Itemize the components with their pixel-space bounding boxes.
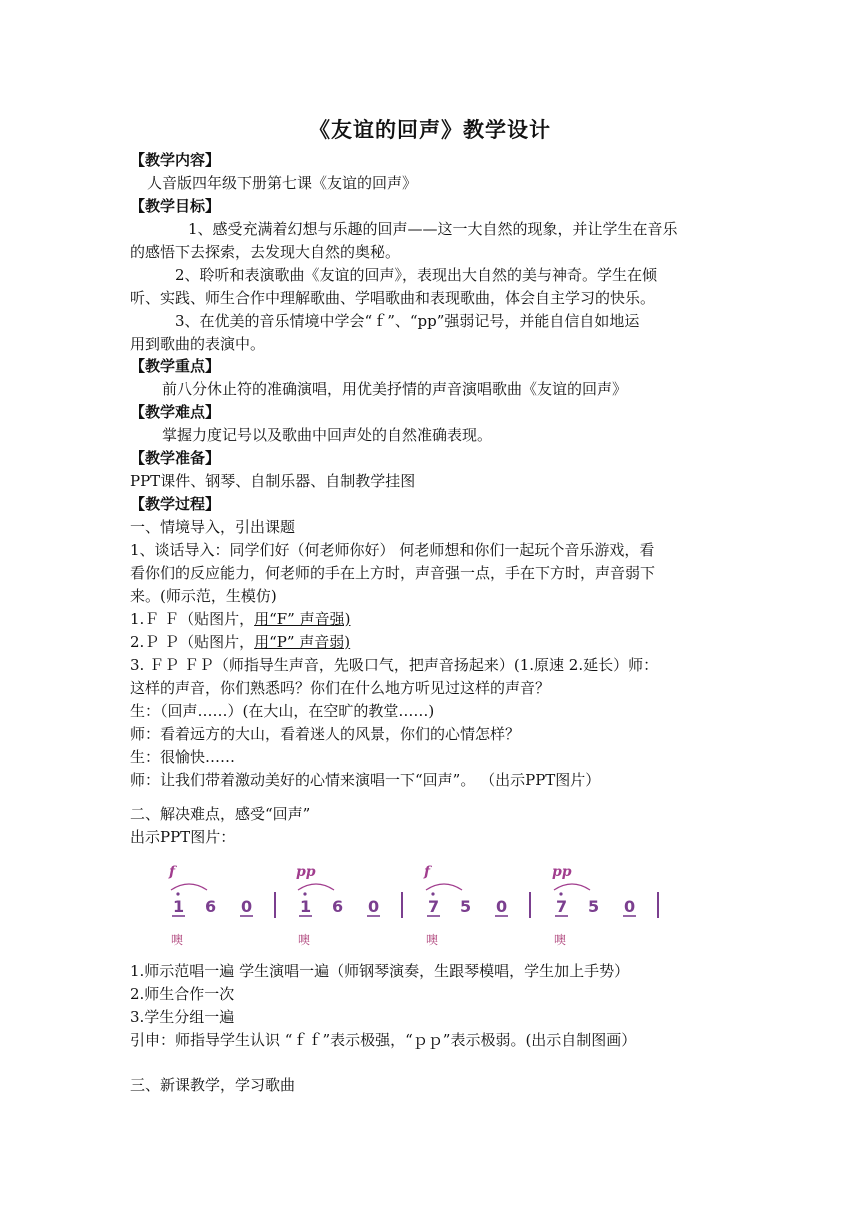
phrase-arc: [426, 884, 462, 890]
section-1-title: 一、情境导入，引出课题: [130, 518, 296, 536]
goal-3-line-2: 用到歌曲的表演中。: [130, 335, 266, 353]
key-points-text: 前八分休止符的准确演唱，用优美抒情的声音演唱歌曲《友谊的回声》: [162, 380, 628, 398]
section-3-title: 三、新课教学，学习歌曲: [130, 1076, 296, 1094]
heading-key-points: 【教学重点】: [130, 357, 221, 375]
section-2-line-3: 3.学生分组一遍: [130, 1008, 235, 1026]
section-1-line-3: 来。(师示范，生模仿): [130, 587, 277, 605]
section-1-line-7: 这样的声音，你们熟悉吗？你们在什么地方听见过这样的声音？: [130, 679, 551, 697]
lyric-text: 噢: [554, 933, 567, 947]
heading-teaching-goals: 【教学目标】: [130, 197, 221, 215]
score-note: 7: [556, 897, 568, 916]
phrase-arc: [298, 884, 334, 890]
preparation-text: PPT课件、钢琴、自制乐器、自制教学挂图: [130, 472, 416, 490]
section-1-line-11: 师：让我们带着激动美好的心情来演唱一下“回声”。 （出示PPT图片）: [130, 771, 601, 789]
section-1-line-10: 生：很愉快……: [130, 748, 236, 766]
dynamic-mark: pp: [296, 864, 316, 880]
goal-1-line-1: 1、感受充满着幻想与乐趣的回声——这一大自然的现象，并让学生在音乐: [188, 220, 678, 238]
teaching-content-text: 人音版四年级下册第七课《友谊的回声》: [147, 174, 418, 192]
pp-prefix: 2.Ｐ Ｐ（贴图片，: [130, 633, 255, 651]
section-2-title: 二、解决难点，感受“回声”: [130, 805, 311, 823]
section-1-line-9: 师：看着远方的大山，看着迷人的风景，你们的心情怎样？: [130, 725, 521, 743]
section-2-show-ppt: 出示PPT图片：: [130, 828, 236, 846]
phrase-arc: [554, 884, 590, 890]
section-1-line-1: 1、谈话导入：同学们好（何老师你好） 何老师想和你们一起玩个音乐游戏，看: [130, 541, 655, 559]
phrase-arc: [171, 884, 207, 890]
section-1-line-2: 看你们的反应能力，何老师的手在上方时，声音强一点，手在下方时，声音弱下: [130, 564, 656, 582]
octave-dot: [559, 892, 562, 895]
section-1-pp-line: [130, 631, 740, 653]
ff-underlined: 用“F” 声音强): [254, 610, 351, 628]
section-2-line-4: 引申：师指导学生认识 “ｆｆ”表示极强，“ｐｐ”表示极弱。(出示自制图画）: [130, 1031, 637, 1049]
octave-dot: [431, 892, 434, 895]
lyric-text: 噢: [171, 933, 184, 947]
goal-3-line-1: 3、在优美的音乐情境中学会“ｆ”、“pp”强弱记号，并能自信自如地运: [175, 312, 640, 330]
heading-difficulties: 【教学难点】: [130, 403, 221, 421]
score-note: 0: [241, 897, 253, 916]
section-1-ff-line: [130, 608, 740, 630]
score-note: 0: [368, 897, 380, 916]
dynamic-mark: f: [424, 864, 431, 880]
difficulties-text: 掌握力度记号以及歌曲中回声处的自然准确表现。: [162, 426, 493, 444]
section-1-line-6: 3. ＦＰ ＦＰ（师指导生声音，先吸口气，把声音扬起来）(1.原速 2.延长）师：: [130, 656, 659, 674]
music-score-image: [163, 862, 673, 952]
lyric-text: 噢: [298, 933, 311, 947]
score-note: 5: [588, 897, 600, 916]
octave-dot: [176, 892, 179, 895]
page-title: 《友谊的回声》教学设计: [309, 118, 551, 142]
octave-dot: [303, 892, 306, 895]
goal-2-line-2: 听、实践、师生合作中理解歌曲、学唱歌曲和表现歌曲，体会自主学习的快乐。: [130, 289, 656, 307]
lyric-text: 噢: [426, 933, 439, 947]
score-note: 1: [300, 897, 312, 916]
heading-process: 【教学过程】: [130, 495, 221, 513]
ff-prefix: 1.Ｆ Ｆ（贴图片，: [130, 610, 255, 628]
section-2-line-1: 1.师示范唱一遍 学生演唱一遍（师钢琴演奏，生跟琴模唱，学生加上手势）: [130, 962, 630, 980]
score-note: 1: [173, 897, 185, 916]
score-note: 6: [205, 897, 217, 916]
score-note: 7: [428, 897, 440, 916]
section-1-line-8: 生：（回声……）(在大山，在空旷的教堂……): [130, 702, 435, 720]
pp-underlined: 用“P” 声音弱): [254, 633, 351, 651]
score-note: 6: [332, 897, 344, 916]
dynamic-mark: pp: [552, 864, 572, 880]
dynamic-mark: f: [169, 864, 176, 880]
goal-1-line-2: 的感悟下去探索，去发现大自然的奥秘。: [130, 243, 401, 261]
goal-2-line-1: 2、聆听和表演歌曲《友谊的回声》，表现出大自然的美与神奇。学生在倾: [175, 266, 658, 284]
score-note: 0: [496, 897, 508, 916]
score-note: 5: [460, 897, 472, 916]
heading-teaching-content: 【教学内容】: [130, 151, 221, 169]
section-2-line-2: 2.师生合作一次: [130, 985, 235, 1003]
score-note: 0: [624, 897, 636, 916]
heading-preparation: 【教学准备】: [130, 449, 221, 467]
music-score-svg: [163, 862, 673, 952]
